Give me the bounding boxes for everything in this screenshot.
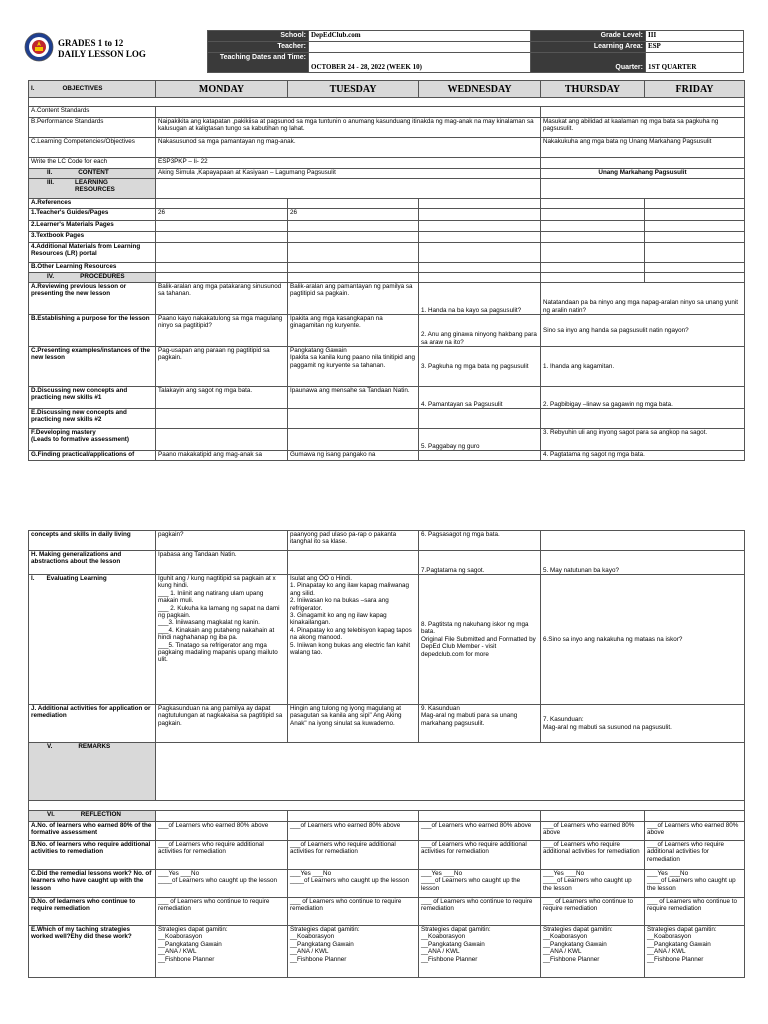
- step-b-thu: Sino sa inyo ang handa sa pagsusulit natin ngayon?: [541, 315, 745, 347]
- resources-thu: [541, 179, 745, 199]
- lc-code-thu: [541, 158, 745, 169]
- learners-materials-label: 2.Learner's Materials Pages: [29, 221, 156, 232]
- reflection-c-wed: ___Yes ___No ____of Learners who caught up the lesson: [419, 870, 541, 898]
- lc-code-label: Write the LC Code for each: [29, 158, 156, 169]
- title-line-1: GRADES 1 to 12: [58, 38, 124, 48]
- empty-cell: [288, 273, 419, 283]
- empty-cell: [419, 811, 541, 822]
- empty-cell: [288, 199, 419, 209]
- reflection-c-tue: ___Yes ___No ____of Learners who caught up the lesson: [288, 870, 419, 898]
- empty-cell: [288, 263, 419, 273]
- step-a-thu: Natatandaan pa ba ninyo ang mga napag-aralan ninyo sa unang yunit ng aralin natin?: [541, 283, 745, 315]
- empty-cell: [541, 263, 645, 273]
- reflection-c-label: C.Did the remedial lessons work? No. of learners who have caught up with the lesson: [29, 870, 156, 898]
- reflection-roman: VI.: [47, 811, 55, 818]
- step-g-mon: Paano makakatipid ang mag-anak sa: [156, 451, 288, 461]
- title-line-2: DAILY LESSON LOG: [58, 49, 146, 59]
- teaching-dates-label: Teaching Dates and Time:: [208, 53, 309, 73]
- step-i-label-cell: [29, 575, 156, 705]
- header-info-table: [207, 30, 744, 73]
- step-b-mon: Paano kayo nakakatulong sa mga magulang ninyo sa pagtitipid?: [156, 315, 288, 347]
- empty-cell: [645, 232, 745, 243]
- empty-cell: [288, 409, 419, 429]
- empty-cell: [419, 451, 541, 461]
- performance-standards-label: B.Performance Standards: [29, 118, 156, 138]
- step-j-thu: 7. Kasunduan: Mag-aral ng mabuti sa susunod na pagsusulit.: [541, 705, 745, 743]
- step-i-wed: 8. Pagtitsta ng nakuhang iskor ng mga bata. Original File Submitted and Formatted by DepEd Club Member - visit depedclub.com for more: [419, 575, 541, 705]
- spacer-row: [29, 98, 745, 107]
- reflection-d-fri: ___ of Learners who continue to require remediation: [645, 898, 745, 926]
- grade-level-value: III: [646, 31, 744, 42]
- content-mon: Aking Simula ,Kapayapaan at Kasiyaan – Lagumang Pagsusulit: [156, 169, 541, 179]
- step-g-mon-cont: pagkain?: [156, 531, 288, 551]
- content-standards-label: A.Content Standards: [29, 107, 156, 118]
- empty-cell: [419, 232, 541, 243]
- empty-cell: [288, 429, 419, 451]
- lc-code-mon: ESP3PKP – Ii- 22: [156, 158, 541, 169]
- reflection-e-tue: Strategies dapat gamitin: __Koaborasyon __Pangkatang Gawain __ANA / KWL __Fishbone Planner: [288, 926, 419, 978]
- learning-area-label: Learning Area:: [531, 42, 646, 53]
- reflection-a-label: A.No. of learners who earned 80% of the formative assessment: [29, 822, 156, 841]
- resources-mon: [156, 179, 541, 199]
- step-c-tue: Pangkatang Gawain Ipakita sa kanila kung paano nila tinitipid ang paggamit ng kuryente sa tahanan.: [288, 347, 419, 387]
- competencies-mon: Nakasusunod sa mga pamantayan ng mag-anak.: [156, 138, 541, 158]
- step-d-label: D.Discussing new concepts and practicing new skills #1: [29, 387, 156, 409]
- step-b-label: B.Establishing a purpose for the lesson: [29, 315, 156, 347]
- content-roman: II.: [47, 169, 53, 176]
- empty-cell: [156, 243, 288, 263]
- step-i-mon: Iguhit ang / kung nagtitipid sa pagkain at x kung hindi. ___ 1. Iniinit ang natirang ulam upang makain muli. ___ 2. Kukuha ka lamang ng sapat na dami ng pagkain. ___3. Iniiwasang magkalat ng kanin. ___4. Kinakain ang putaheng nakahain at hindi naghahanap ng iba pa. ___5. Tinatago sa refrigerator ang mga pagkaing madaling mapanis upang mailuto ulit.: [156, 575, 288, 705]
- day-monday: MONDAY: [156, 81, 288, 98]
- remarks-content: [156, 743, 745, 801]
- reflection-d-wed: ___ of Learners who continue to require remediation: [419, 898, 541, 926]
- reflection-label: REFLECTION: [80, 811, 121, 818]
- objectives-header: [29, 81, 156, 98]
- empty-cell: [645, 273, 745, 283]
- dll-title: [58, 38, 146, 60]
- quarter-label: Quarter:: [531, 53, 646, 73]
- reflection-e-thu: Strategies dapat gamitin: __Koaborasyon __Pangkatang Gawain __ANA / KWL __Fishbone Planner: [541, 926, 645, 978]
- step-i-label: Evaluating Learning: [46, 575, 107, 582]
- empty-cell: [156, 221, 288, 232]
- content-header: [29, 169, 156, 179]
- grade-level-label: Grade Level:: [531, 31, 646, 42]
- reflection-b-thu: ___of Learners who require additional activities for remediation: [541, 841, 645, 870]
- empty-cell: [541, 232, 645, 243]
- step-a-mon: Balik-aralan ang mga patakarang sinusunod sa tahanan.: [156, 283, 288, 315]
- content-thu: Unang Markahang Pagsusulit: [541, 169, 745, 179]
- step-g-tue: Gumawa ng isang pangako na: [288, 451, 419, 461]
- step-h-label: H. Making generalizations and abstractions about the lesson: [29, 551, 156, 575]
- empty-cell: [288, 811, 419, 822]
- empty-cell: [419, 199, 541, 209]
- step-j-mon: Pagkasunduan na ang pamilya ay dapat nagtutulungan at nagkakaisa sa pagtitipid sa pagkain.: [156, 705, 288, 743]
- empty-cell: [541, 273, 645, 283]
- reflection-e-wed: Strategies dapat gamitin: __Koaborasyon __Pangkatang Gawain __ANA / KWL __Fishbone Planner: [419, 926, 541, 978]
- empty-cell: [541, 243, 645, 263]
- empty-cell: [645, 221, 745, 232]
- empty-cell: [288, 221, 419, 232]
- spacer-row: [29, 801, 745, 811]
- empty-cell: [645, 209, 745, 221]
- empty-cell: [419, 263, 541, 273]
- step-h-thu: 5. May natutunan ba kayo?: [541, 551, 745, 575]
- procedures-roman: IV.: [47, 273, 55, 280]
- empty-cell: [156, 263, 288, 273]
- step-a-label: A.Reviewing previous lesson or presenting the new lesson: [29, 283, 156, 315]
- step-c-wed: 3. Pagkuha ng mga bata ng pagsusulit: [419, 347, 541, 387]
- teachers-guide-label: 1.Teacher's Guides/Pages: [29, 209, 156, 221]
- content-standards-thu: [541, 107, 745, 118]
- resources-roman: III.: [47, 179, 54, 186]
- procedures-label: PROCEDURES: [80, 273, 125, 280]
- reflection-e-mon: Strategies dapat gamitin: __Koaborasyon __Pangkatang Gawain __ANA / KWL __Fishbone Planner: [156, 926, 288, 978]
- teachers-guide-mon: 26: [156, 209, 288, 221]
- empty-cell: [645, 263, 745, 273]
- teaching-dates-value: OCTOBER 24 - 28, 2022 (WEEK 10): [309, 53, 531, 73]
- step-e-label: E.Discussing new concepts and practicing new skills #2: [29, 409, 156, 429]
- step-i-roman: I.: [31, 575, 35, 582]
- empty-cell: [288, 232, 419, 243]
- day-friday: FRIDAY: [645, 81, 745, 98]
- empty-cell: [419, 243, 541, 263]
- step-a-wed: 1. Handa na ba kayo sa pagsusulit?: [419, 283, 541, 315]
- reflection-c-thu: ___Yes ___No ____of Learners who caught up the lesson: [541, 870, 645, 898]
- step-c-mon: Pag-usapan ang paraan ng pagtitipid sa pagkain.: [156, 347, 288, 387]
- empty-cell: [156, 409, 288, 429]
- reflection-d-mon: ___ of Learners who continue to require remediation: [156, 898, 288, 926]
- objectives-label: OBJECTIVES: [62, 85, 103, 93]
- empty-cell: [541, 221, 645, 232]
- reflection-d-label: D.No. of ledarners who continue to require remediation: [29, 898, 156, 926]
- step-d-thu: 2. Pagbibigay –linaw sa gagawin ng mga bata.: [541, 387, 745, 409]
- step-j-wed: 9. Kasunduan Mag-aral ng mabuti para sa unang markahang pagsusulit.: [419, 705, 541, 743]
- step-h-mon: Ipabasa ang Tandaan Natin.: [156, 551, 288, 575]
- reflection-b-wed: ___of Learners who require additional activities for remediation: [419, 841, 541, 870]
- step-h-wed: 7.Pagtatama ng sagot.: [419, 551, 541, 575]
- day-wednesday: WEDNESDAY: [419, 81, 541, 98]
- objectives-roman: I.: [31, 85, 35, 93]
- additional-materials-label: 4.Additional Materials from Learning Resources (LR) portal: [29, 243, 156, 263]
- deped-seal: [24, 32, 54, 62]
- step-c-thu: 1. Ihanda ang kagamitan.: [541, 347, 745, 387]
- step-f-thu: 3. Rebyuhin uli ang inyong sagot para sa angkop na sagot.: [541, 429, 745, 451]
- learning-area-value: ESP: [646, 42, 744, 53]
- empty-cell: [645, 811, 745, 822]
- step-j-tue: Hingin ang tulong ng iyong magulang at pasagutan sa kanila ang sipi" Ang Aking Anak" na iyong sinulat sa kuwaderno.: [288, 705, 419, 743]
- reflection-b-fri: ___of Learners who require additional activities for remediation: [645, 841, 745, 870]
- teacher-value: [309, 42, 531, 53]
- step-b-wed: 2. Anu ang ginawa ninyong hakbang para sa araw na ito?: [419, 315, 541, 347]
- step-d-tue: Ipaunawa ang mensahe sa Tandaan Natin.: [288, 387, 419, 409]
- step-f-label: F.Developing mastery (Leads to formative assessment): [29, 429, 156, 451]
- resources-header: [29, 179, 156, 199]
- teacher-label: Teacher:: [208, 42, 309, 53]
- procedures-header: [29, 273, 156, 283]
- empty-cell: [156, 429, 288, 451]
- remarks-roman: V.: [47, 743, 53, 750]
- step-i-thu: 6.Sino sa inyo ang nakakuha ng mataas na iskor?: [541, 575, 745, 705]
- reflection-b-mon: ___of Learners who require additional activities for remediation: [156, 841, 288, 870]
- reflection-a-thu: ___of Learners who earned 80% above: [541, 822, 645, 841]
- teachers-guide-tue: 26: [288, 209, 419, 221]
- content-standards-mon: [156, 107, 541, 118]
- step-g-tue-cont: paanyong pad ulaso pa-rap o pakanta itanghal ito sa klase.: [288, 531, 419, 551]
- step-g-label: G.Finding practical/applications of: [29, 451, 156, 461]
- step-g-label-cont: concepts and skills in daily living: [29, 531, 156, 551]
- content-label: CONTENT: [78, 169, 109, 176]
- remarks-header: [29, 743, 156, 801]
- reflection-d-tue: ___ of Learners who continue to require remediation: [288, 898, 419, 926]
- reflection-a-tue: ___of Learners who earned 80% above: [288, 822, 419, 841]
- competencies-label: C.Learning Competencies/Objectives: [29, 138, 156, 158]
- empty-cell: [419, 409, 541, 429]
- empty-cell: [541, 409, 745, 429]
- empty-cell: [541, 531, 745, 551]
- reflection-a-wed: ___of Learners who earned 80% above: [419, 822, 541, 841]
- empty-cell: [288, 243, 419, 263]
- competencies-thu: Nakakukuha ang mga bata ng Unang Markahang Pagsusulit: [541, 138, 745, 158]
- empty-cell: [288, 551, 419, 575]
- reflection-e-fri: Strategies dapat gamitin: __Koaborasyon __Pangkatang Gawain __ANA / KWL __Fishbone Planner: [645, 926, 745, 978]
- step-a-tue: Balik-aralan ang pamantayan ng pamilya sa pagtitipid sa pagkain.: [288, 283, 419, 315]
- step-c-label: C.Presenting examples/instances of the new lesson: [29, 347, 156, 387]
- reflection-c-mon: ___Yes ___No ____of Learners who caught up the lesson: [156, 870, 288, 898]
- reflection-header: [29, 811, 156, 822]
- empty-cell: [419, 273, 541, 283]
- performance-standards-thu: Masukat ang abilidad at kaalaman ng mga bata sa pagkuha ng pagsusulit.: [541, 118, 745, 138]
- performance-standards-mon: Naipakikita ang katapatan ,pakikiisa at pagsunod sa mga tuntunin o anumang kasunduang itinakda ng mag-anak na may kinalaman sa kalusugan at kaligtasan tungo sa kabutihan ng lahat.: [156, 118, 541, 138]
- step-b-tue: Ipakita ang mga kasangkapan na ginagamitan ng kuryente.: [288, 315, 419, 347]
- lesson-log-table-page-2: [28, 530, 745, 978]
- step-j-label: J. Additional activities for application or remediation: [29, 705, 156, 743]
- reflection-d-thu: ___ of Learners who continue to require remediation: [541, 898, 645, 926]
- lesson-log-table-page-1: [28, 80, 745, 461]
- empty-cell: [419, 209, 541, 221]
- reflection-e-label: E.Which of my taching strategies worked well?Ehy did these work?: [29, 926, 156, 978]
- step-g-thu: 4. Pagtatama ng sagot ng mga bata.: [541, 451, 745, 461]
- empty-cell: [156, 273, 288, 283]
- empty-cell: [541, 199, 645, 209]
- references-label: A.References: [29, 199, 156, 209]
- step-i-tue: Isulat ang OO o Hindi. 1. Pinapatay ko ang ilaw kapag maliwanag ang silid. 2. Iniiwasan ko na bukas –sara ang refrigerator. 3. Ginagamit ko ang ng ilaw kapag kinakailangan. 4. Pinapatay ko ang telebisyon kapag tapos na akong manood. 5. Iniiwan kong bukas ang electric fan kahit walang tao.: [288, 575, 419, 705]
- step-d-mon: Talakayin ang sagot ng mga bata.: [156, 387, 288, 409]
- reflection-a-mon: ___of Learners who earned 80% above: [156, 822, 288, 841]
- resources-label: LEARNING RESOURCES: [75, 179, 115, 194]
- textbook-pages-label: 3.Textbook Pages: [29, 232, 156, 243]
- day-tuesday: TUESDAY: [288, 81, 419, 98]
- school-value: DepEdClub.com: [309, 31, 531, 42]
- empty-cell: [156, 811, 288, 822]
- reflection-a-fri: ___of Learners who earned 80% above: [645, 822, 745, 841]
- step-g-wed-cont: 6. Pagsasagot ng mga bata.: [419, 531, 541, 551]
- reflection-b-label: B.No. of learners who require additional activities to remediation: [29, 841, 156, 870]
- school-label: School:: [208, 31, 309, 42]
- quarter-value: 1ST QUARTER: [646, 53, 744, 73]
- empty-cell: [645, 243, 745, 263]
- empty-cell: [645, 199, 745, 209]
- empty-cell: [156, 232, 288, 243]
- step-d-wed: 4. Pamantayan sa Pagsusulit: [419, 387, 541, 409]
- remarks-label: REMARKS: [78, 743, 111, 750]
- empty-cell: [419, 221, 541, 232]
- step-f-wed: 5. Paggabay ng guro: [419, 429, 541, 451]
- reflection-c-fri: ___Yes ___No ____of Learners who caught up the lesson: [645, 870, 745, 898]
- empty-cell: [541, 209, 645, 221]
- empty-cell: [541, 811, 645, 822]
- other-resources-label: B.Other Learning Resources: [29, 263, 156, 273]
- reflection-b-tue: ___of Learners who require additional activities for remediation: [288, 841, 419, 870]
- empty-cell: [156, 199, 288, 209]
- day-thursday: THURSDAY: [541, 81, 645, 98]
